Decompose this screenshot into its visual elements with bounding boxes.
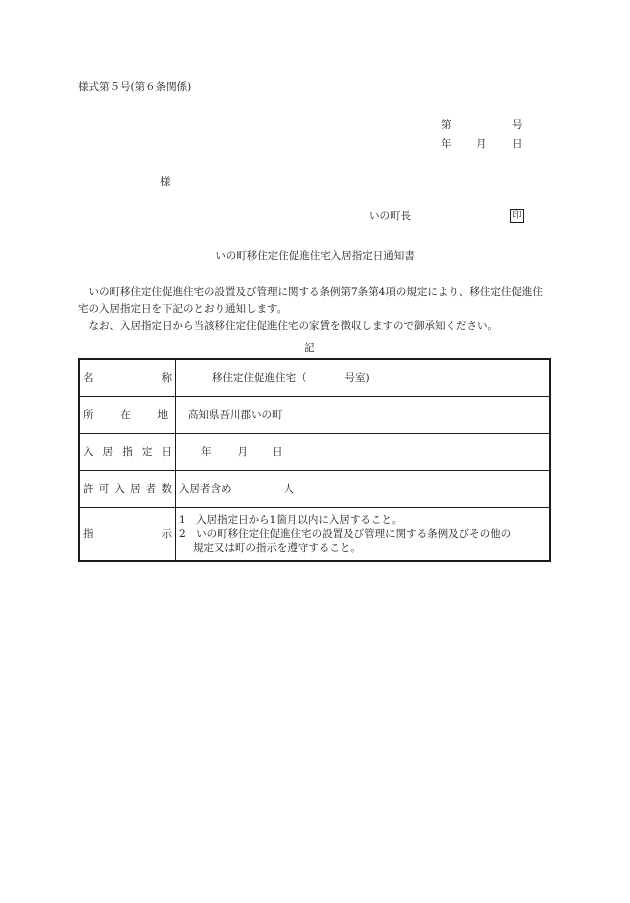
- label-char: 指: [122, 446, 133, 458]
- label-char: 定: [141, 446, 153, 458]
- table-row-instructions: [79, 507, 550, 561]
- label-char: 指: [83, 528, 94, 541]
- label-char: 入: [114, 483, 125, 495]
- date-year-label: 年: [441, 138, 452, 150]
- label-char: 者: [145, 483, 157, 495]
- form-number: 様式第５号(第６条関係): [78, 81, 192, 93]
- seal-mark: 印: [510, 209, 524, 223]
- label-char: 所: [83, 409, 94, 421]
- issuer-name: いの町長: [369, 210, 411, 222]
- label-char: 許: [83, 483, 94, 495]
- document-title: いの町移住定住促進住宅入居指定日通知書: [215, 250, 415, 262]
- label-location: [79, 396, 176, 433]
- record-table: [78, 358, 551, 562]
- label-char: 地: [157, 409, 168, 421]
- date-day-label: 日: [512, 138, 523, 150]
- occupants-suffix: 人: [283, 483, 294, 495]
- table-row-move-in-date: [79, 433, 550, 470]
- instruction-item: 規定又は町の指示を遵守すること。: [179, 541, 361, 554]
- table-row-name: [79, 359, 550, 396]
- instruction-item: 1 入居指定日から1箇月以内に入居すること。: [179, 513, 403, 526]
- number-label-dai: 第: [441, 119, 452, 131]
- value-name: [176, 359, 551, 396]
- body-text: [78, 284, 552, 335]
- date-day: 日: [272, 446, 283, 458]
- date-month: 月: [237, 446, 248, 458]
- value-move-in-date: [176, 433, 551, 470]
- table-row-location: [79, 396, 550, 433]
- body-paragraph-2: なお、入居指定日から当該移住定住促進住宅の家賃を徴収しますので御承知ください。: [88, 320, 498, 332]
- table-row-permitted-occupants: [79, 470, 550, 507]
- label-permitted-occupants: [79, 470, 176, 507]
- label-char: 入: [83, 446, 94, 458]
- value-location: 高知県吾川郡いの町: [176, 396, 551, 433]
- instruction-item: 2 いの町移住定住促進住宅の設置及び管理に関する条例及びその他の: [179, 527, 512, 540]
- label-instructions: [79, 507, 176, 561]
- label-char: 在: [120, 409, 131, 421]
- body-paragraph-1: いの町移住定住促進住宅の設置及び管理に関する条例第7条第4項の規定により、移住定住促進住宅の入居指定日を下記のとおり通知します。: [78, 286, 543, 315]
- label-name: [79, 359, 176, 396]
- date-month-label: 月: [476, 138, 487, 150]
- value-instructions: [176, 507, 551, 561]
- number-label-go: 号: [512, 119, 523, 131]
- label-char: 居: [130, 483, 141, 495]
- label-move-in-date: [79, 433, 176, 470]
- value-permitted-occupants: [176, 470, 551, 507]
- label-char: 日: [161, 446, 172, 458]
- label-char: 居: [102, 446, 114, 458]
- name-prefix: 移住定住促進住宅（: [212, 372, 307, 385]
- label-char: 示: [161, 528, 172, 541]
- addressee-suffix: 様: [160, 176, 171, 188]
- label-char: 名: [83, 372, 94, 385]
- date-year: 年: [201, 446, 212, 458]
- name-suffix: 号室): [344, 372, 370, 385]
- label-char: 称: [161, 372, 172, 385]
- label-char: 可: [98, 483, 110, 495]
- label-char: 数: [161, 483, 172, 495]
- occupants-prefix: 入居者含め: [179, 483, 232, 495]
- ki-heading: 記: [304, 342, 315, 354]
